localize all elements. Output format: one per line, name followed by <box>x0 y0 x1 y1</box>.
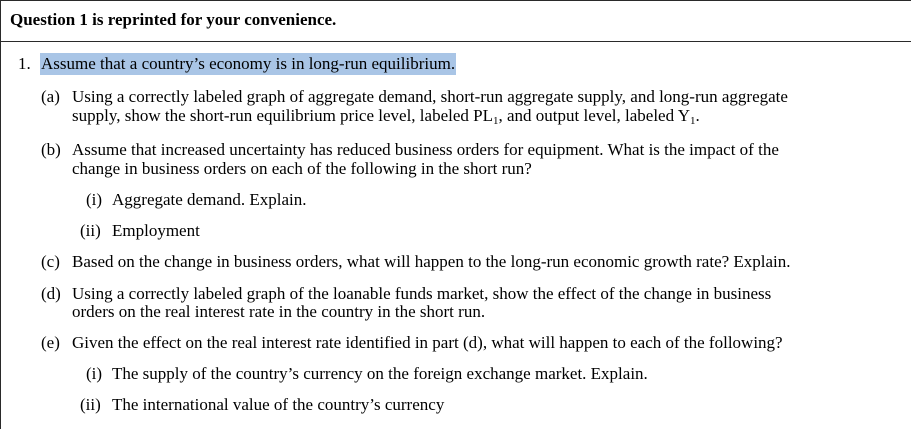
part-e-line-1: Given the effect on the real interest rate identified in part (d), what will happen to each of the following? <box>72 333 783 352</box>
part-c-label: (c) <box>41 252 60 271</box>
part-d-line-1: Using a correctly labeled graph of the loanable funds market, show the effect of the change in business <box>72 284 772 303</box>
part-e-label: (e) <box>41 333 60 352</box>
question-number: 1. <box>18 54 31 73</box>
part-b-line-2: change in business orders on each of the following in the short run? <box>72 159 532 178</box>
question-stem[interactable] <box>40 54 456 74</box>
part-b-label: (b) <box>41 140 61 159</box>
part-a-line-2-end: . <box>695 106 700 125</box>
part-e-ii-text: The international value of the country’s currency <box>112 395 445 414</box>
selected-text-highlight[interactable]: Assume that a country’s economy is in long-run equilibrium. <box>41 54 456 73</box>
part-d-label: (d) <box>41 284 61 303</box>
part-e-i-text: The supply of the country’s currency on the foreign exchange market. Explain. <box>112 364 648 383</box>
pl-subscript: 1 <box>492 115 499 127</box>
part-e-i-label: (i) <box>86 364 103 383</box>
part-b-i-label: (i) <box>86 190 103 209</box>
part-b-ii-text: Employment <box>112 221 200 240</box>
part-a-line-2-middle: , and output level, labeled Y <box>498 106 690 125</box>
header-bar <box>0 0 911 42</box>
part-d-line-2: orders on the real interest rate in the country in the short run. <box>72 302 486 321</box>
part-e-ii-label: (ii) <box>80 395 101 414</box>
part-b-i-text: Aggregate demand. Explain. <box>112 190 307 209</box>
part-a-line-2 <box>72 106 700 126</box>
part-b-ii-label: (ii) <box>80 221 101 240</box>
part-a-line-1: Using a correctly labeled graph of aggregate demand, short-run aggregate supply, and long-run aggregate <box>72 87 788 106</box>
part-a-label: (a) <box>41 87 60 106</box>
part-b-line-1: Assume that increased uncertainty has reduced business orders for equipment. What is the impact of the <box>72 140 779 159</box>
part-a-line-2-text: supply, show the short-run equilibrium price level, labeled PL <box>72 106 493 125</box>
part-c-line-1: Based on the change in business orders, what will happen to the long-run economic growth rate? Explain. <box>72 252 791 271</box>
y-subscript: 1 <box>690 115 696 127</box>
page-title: Question 1 is reprinted for your convenience. <box>10 10 337 29</box>
